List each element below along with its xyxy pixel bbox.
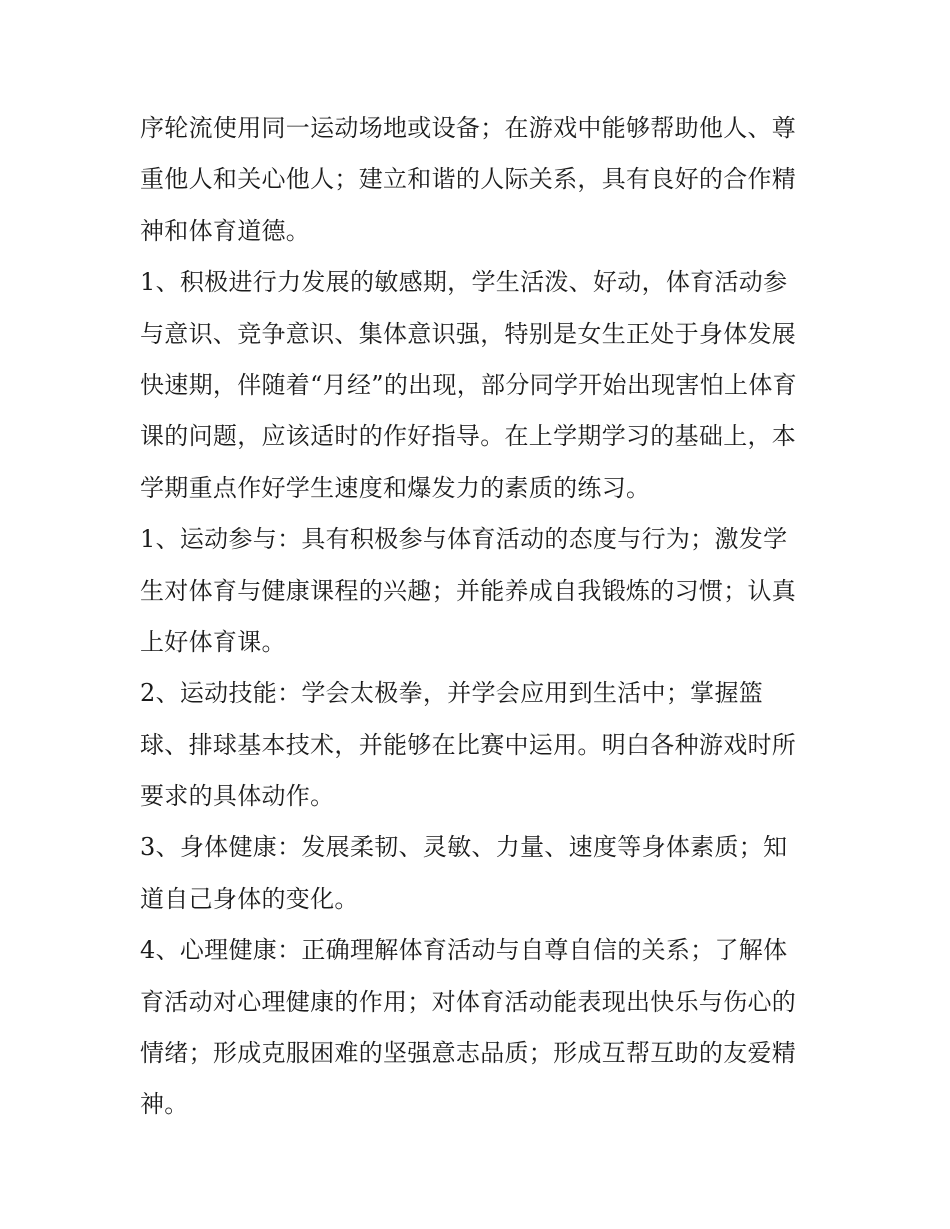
text-line: 3、身体健康：发展柔韧、灵敏、力量、速度等身体素质；知 bbox=[140, 833, 788, 862]
body-text bbox=[140, 103, 820, 1131]
text-line: 学期重点作好学生速度和爆发力的素质的练习。 bbox=[140, 473, 651, 502]
text-line: 与意识、竞争意识、集体意识强，特别是女生正处于身体发展 bbox=[140, 319, 797, 348]
text-line: 育活动对心理健康的作用；对体育活动能表现出快乐与伤心的 bbox=[140, 987, 797, 1016]
text-line: 神和体育道德。 bbox=[140, 216, 311, 245]
text-line: 要求的具体动作。 bbox=[140, 782, 335, 811]
text-line: 上好体育课。 bbox=[140, 627, 286, 656]
text-line: 情绪；形成克服困难的坚强意志品质；形成互帮互助的友爱精 bbox=[140, 1039, 797, 1068]
text-line: 重他人和关心他人；建立和谐的人际关系，具有良好的合作精 bbox=[140, 165, 797, 194]
text-line: 序轮流使用同一运动场地或设备；在游戏中能够帮助他人、尊 bbox=[140, 114, 797, 142]
text-line: 课的问题，应该适时的作好指导。在上学期学习的基础上，本 bbox=[140, 422, 797, 451]
text-line: 道自己身体的变化。 bbox=[140, 884, 359, 913]
text-line: 1、积极进行力发展的敏感期，学生活泼、好动，体育活动参 bbox=[140, 268, 788, 297]
text-line: 球、排球基本技术，并能够在比赛中运用。明白各种游戏时所 bbox=[140, 730, 797, 759]
text-line: 1、运动参与：具有积极参与体育活动的态度与行为；激发学 bbox=[140, 525, 788, 554]
text-line: 快速期，伴随着“月经”的出现，部分同学开始出现害怕上体育 bbox=[140, 370, 797, 399]
text-line: 生对体育与健康课程的兴趣；并能养成自我锻炼的习惯；认真 bbox=[140, 576, 797, 605]
text-line: 4、心理健康：正确理解体育活动与自尊自信的关系；了解体 bbox=[140, 936, 788, 965]
text-line: 2、运动技能：学会太极拳，并学会应用到生活中；掌握篮 bbox=[140, 679, 764, 708]
text-line: 神。 bbox=[140, 1090, 189, 1119]
